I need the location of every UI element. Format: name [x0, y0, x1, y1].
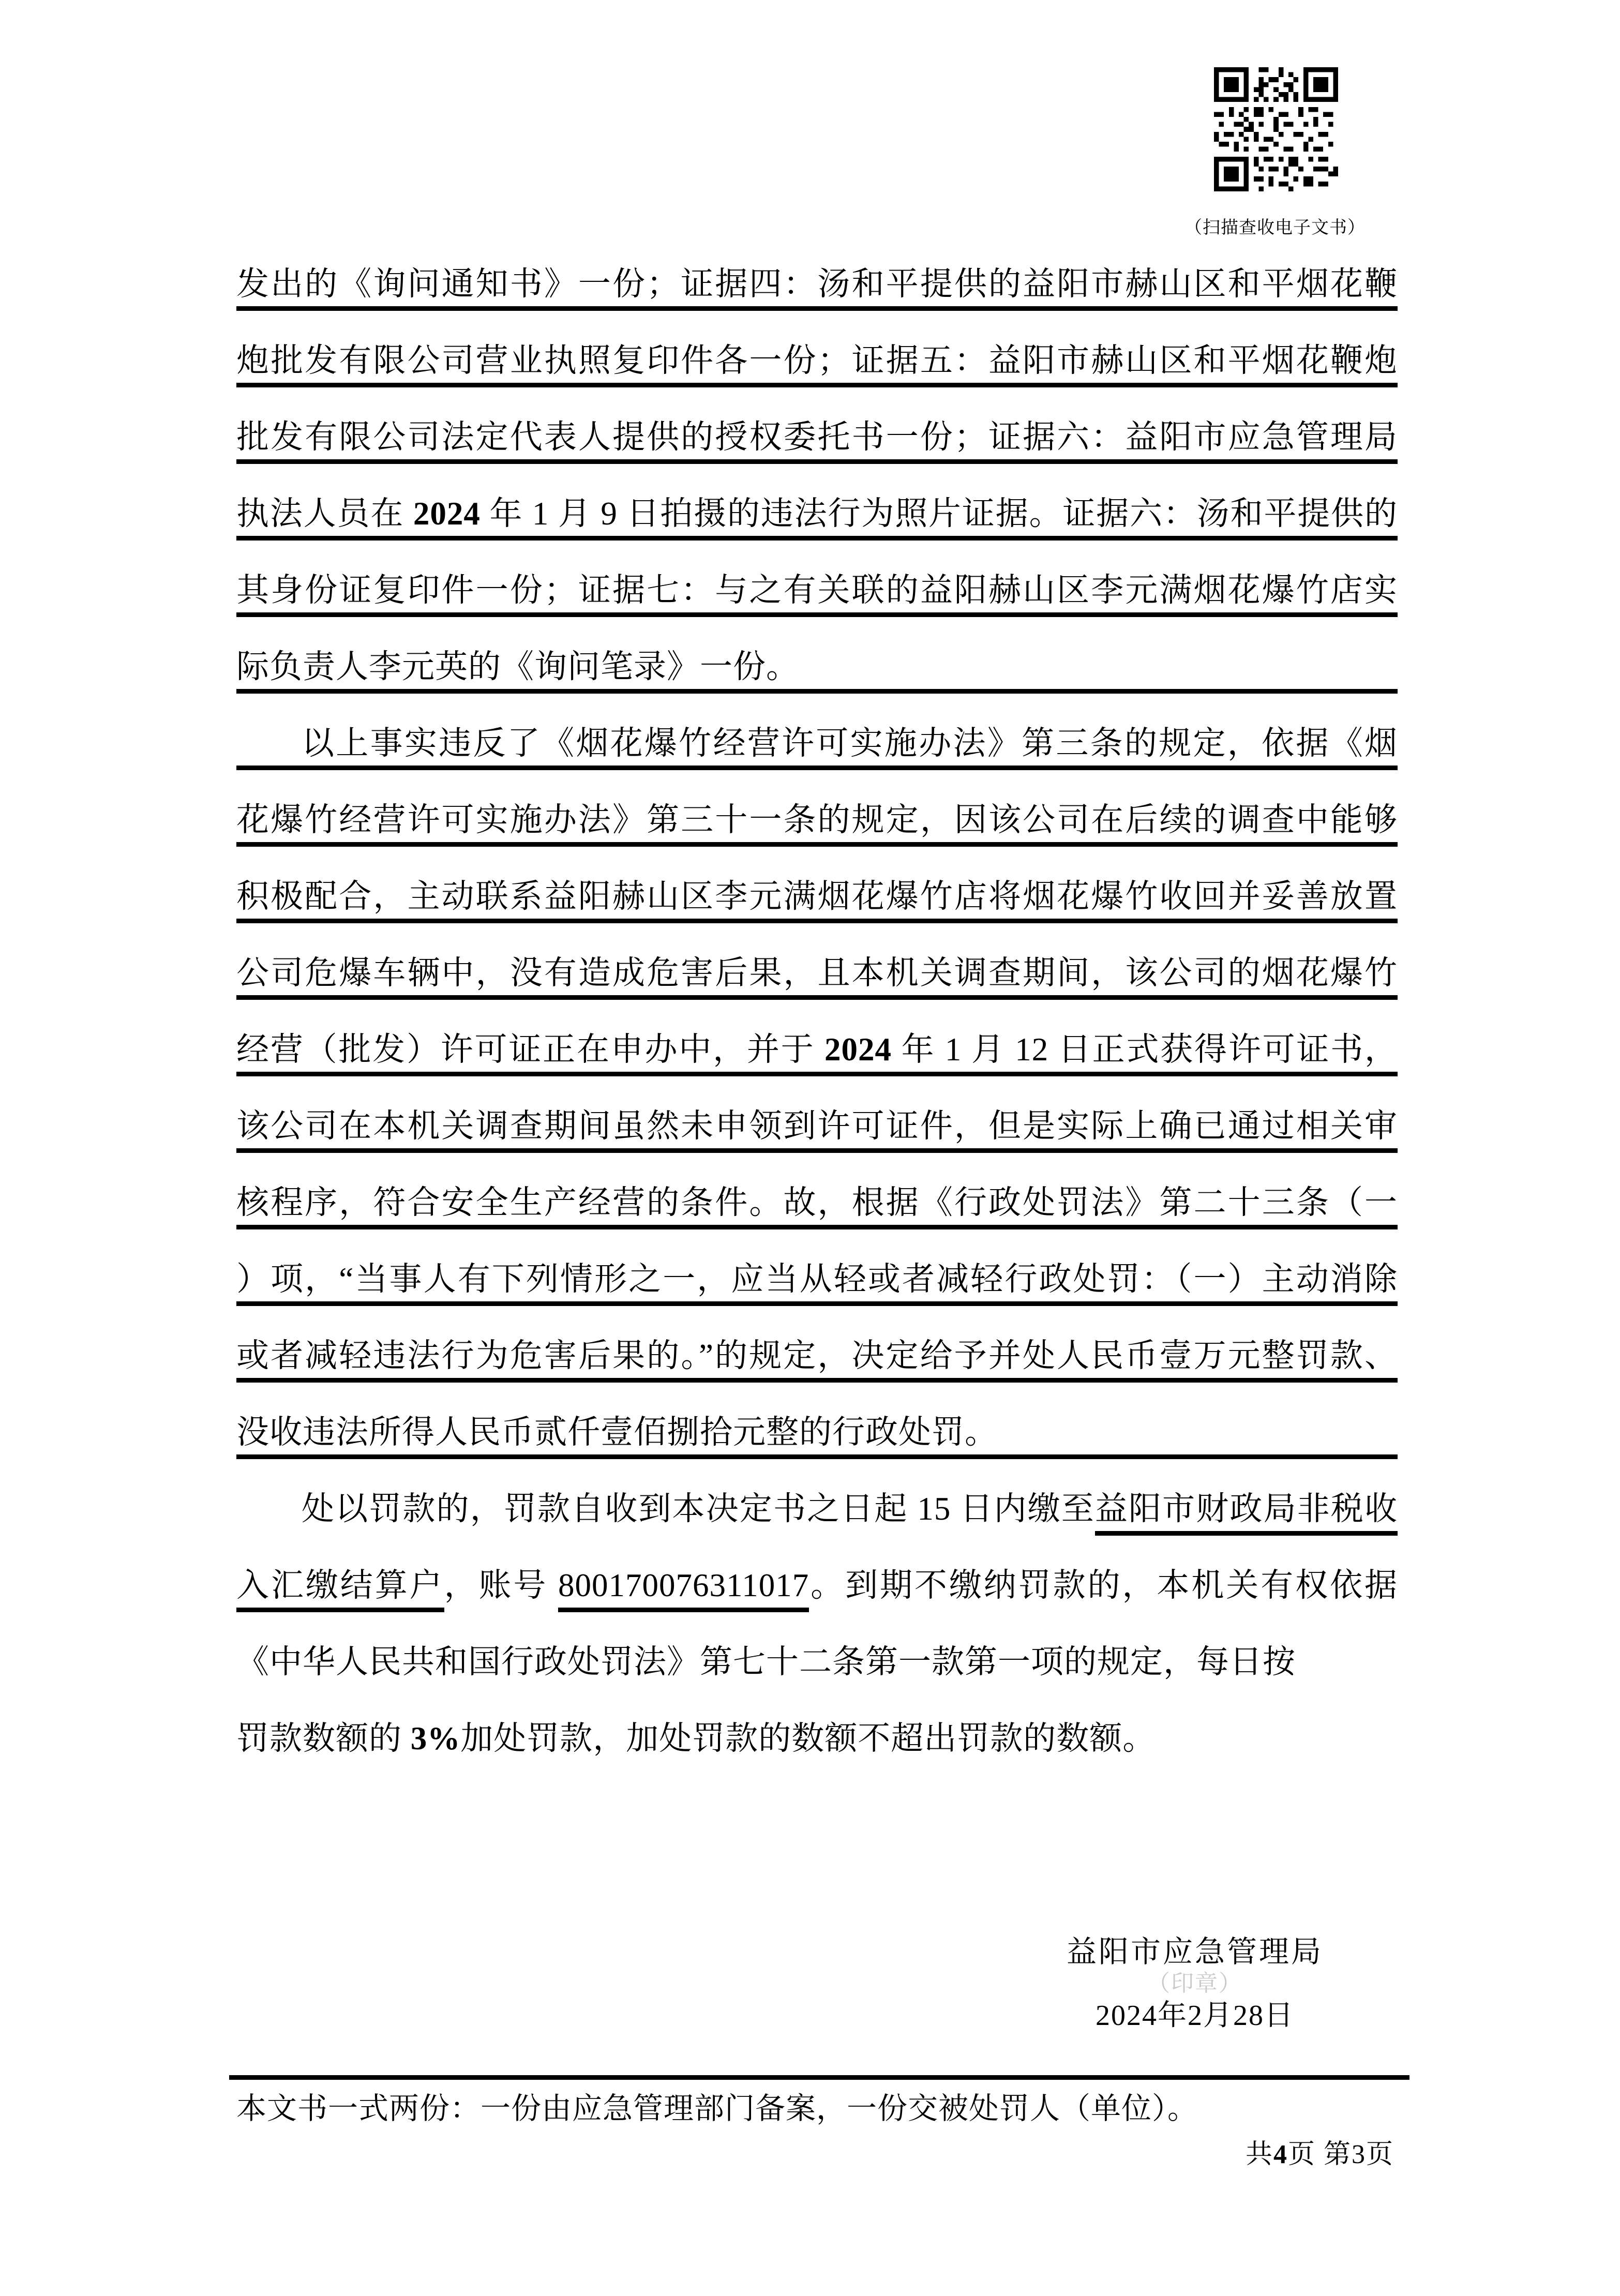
body-text: 处以罚款的，罚款自收到本决定书之日起 15 日内缴至	[302, 1491, 1095, 1527]
body-line: 花爆竹经营许可实施办法》第三十一条的规定，因该公司在后续的调查中能够	[236, 798, 1398, 847]
body-line: 发出的《询问通知书》一份；证据四：汤和平提供的益阳市赫山区和平烟花鞭	[236, 262, 1398, 311]
account-number: 800170076311017	[558, 1567, 809, 1612]
qr-code-graphic	[1214, 67, 1338, 191]
document-date: 2024年2月28日	[1096, 2000, 1294, 2032]
body-line: 《中华人民共和国行政处罚法》第七十二条第一款第一项的规定，每日按	[236, 1644, 1296, 1680]
page-number-text: 共	[1245, 2140, 1273, 2169]
agency-signature: 益阳市应急管理局	[1066, 1935, 1323, 1969]
body-line: 公司危爆车辆中，没有造成危害后果，且本机关调查期间，该公司的烟花爆竹	[236, 951, 1398, 1000]
body-line: 以上事实违反了《烟花爆竹经营许可实施办法》第三条的规定，依据《烟	[236, 721, 1398, 770]
body-line	[236, 1027, 1398, 1076]
body-text-bold: 2024	[413, 496, 481, 532]
page-total: 4	[1273, 2140, 1288, 2169]
body-line: 或者减轻违法行为危害后果的。”的规定，决定给予并处人民币壹万元整罚款、	[236, 1333, 1398, 1383]
footer-divider	[229, 2075, 1409, 2080]
body-line: ）项，“当事人有下列情形之一，应当从轻或者减轻行政处罚：（一）主动消除	[236, 1257, 1398, 1306]
page-number-text: 页 第3页	[1287, 2140, 1394, 2169]
body-line	[236, 491, 1398, 541]
body-text: 经营（批发）许可证正在申办中，并于	[236, 1031, 825, 1068]
body-line: 际负责人李元英的《询问笔录》一份。	[236, 644, 1398, 694]
underlined-text: 入汇缴结算户	[236, 1567, 444, 1612]
body-text: 执法人员在	[236, 496, 413, 532]
body-line	[236, 1487, 1398, 1536]
body-text: 罚款数额的	[236, 1720, 411, 1757]
body-text-bold: 3%	[410, 1720, 461, 1757]
body-line: 没收违法所得人民币贰仟壹佰捌拾元整的行政处罚。	[236, 1410, 1398, 1459]
body-text: ，账号	[444, 1567, 559, 1603]
body-text: 年 1 月 9 日拍摄的违法行为照片证据。证据六：汤和平提供的	[480, 496, 1398, 532]
body-text-bold: 2024	[824, 1031, 892, 1068]
body-line	[236, 1716, 1398, 1765]
body-line: 该公司在本机关调查期间虽然未申领到许可证件，但是实际上确已通过相关审	[236, 1104, 1398, 1153]
document-body	[236, 262, 1398, 1793]
body-line: 积极配合，主动联系益阳赫山区李元满烟花爆竹店将烟花爆竹收回并妥善放置	[236, 874, 1398, 923]
body-text: 。到期不缴纳罚款的，本机关有权依据	[809, 1567, 1398, 1603]
page-number	[1086, 2132, 1394, 2171]
qr-caption: （扫描查收电子文书）	[1184, 218, 1366, 237]
seal-placeholder: （印章）	[1147, 1971, 1242, 1996]
body-line: 核程序，符合安全生产经营的条件。故，根据《行政处罚法》第二十三条（一	[236, 1180, 1398, 1229]
body-line: 炮批发有限公司营业执照复印件各一份；证据五：益阳市赫山区和平烟花鞭炮	[236, 338, 1398, 387]
body-line	[236, 1563, 1398, 1612]
underlined-text: 益阳市财政局非税收	[1095, 1491, 1398, 1536]
qr-code	[1214, 67, 1338, 191]
body-text: 年 1 月 12 日正式获得许可证书，	[892, 1031, 1398, 1068]
body-line: 其身份证复印件一份；证据七：与之有关联的益阳赫山区李元满烟花爆竹店实	[236, 568, 1398, 617]
footer-note: 本文书一式两份：一份由应急管理部门备案，一份交被处罚人（单位）。	[236, 2092, 1198, 2125]
body-text: 加处罚款，加处罚款的数额不超出罚款的数额。	[460, 1720, 1156, 1757]
body-line: 批发有限公司法定代表人提供的授权委托书一份；证据六：益阳市应急管理局	[236, 415, 1398, 464]
